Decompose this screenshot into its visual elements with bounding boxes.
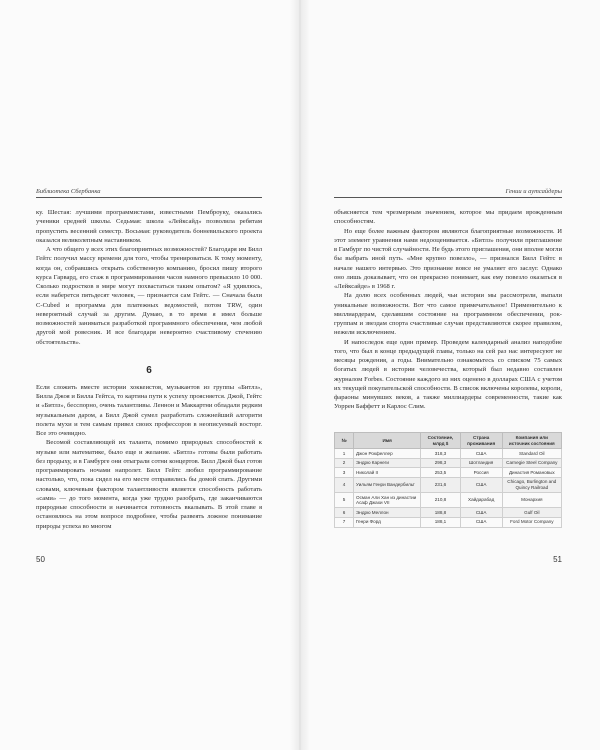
cell-name: Уильям Генри Вандербильт: [354, 477, 421, 492]
table-row: [335, 468, 562, 478]
cell-number: 5: [335, 493, 354, 508]
cell-number: 1: [335, 449, 354, 459]
paragraph: А что общего у всех этих благоприятных возможностей? Благодаря им Билл Гейтс получил массу времени для того, чтобы тренироваться. К тому моменту, когда он, собравшись открыть собственную компанию, бросил пишу второго курса Гарвард, его стаж в программировании часов намного превысило 10 000. Сколько подростков в мире могут похвастаться таким опытом? «Я удивлюсь, если наберется пятьдесят человек, — признается сам Гейтс. — Сначала были C-Cubed и программа для платежных ведомостей, потом TRW, один невероятный случай за другим. Думаю, в то время я имел больше возможностей заниматься разработкой программного обеспечения, чем любой другой мой ровесник. И все благодаря невероятно счастливому стечению обстоятельств».: [36, 246, 262, 346]
cell-worth: 210,8: [421, 493, 460, 508]
table-row: [335, 477, 562, 492]
cell-country: Россия: [460, 468, 502, 478]
cell-name: Осман Али Хан из династии Асаф Джахи VII: [354, 493, 421, 508]
cell-country: Шотландия: [460, 458, 502, 468]
cell-country: США: [460, 449, 502, 459]
page-number-right: 51: [553, 555, 562, 564]
cell-number: 3: [335, 468, 354, 478]
page-number-left: 50: [36, 555, 45, 564]
right-page: [300, 0, 600, 750]
cell-source: Династия Романовых: [502, 468, 561, 478]
cell-source: Standard Oil: [502, 449, 561, 459]
paragraph: На долю всех особенных людей, чьи истории мы рассмотрели, выпали уникальные возможности. Вот что самое примечательное! Применительно к миллиардерам, сделавшим состояние на программном обеспечении, рок-группам и звездам спорта счастливые случаи представляются скорее правилом, нежели исключением.: [334, 292, 562, 337]
paragraph: Но еще более важным фактором являются благоприятные возможности. И этот элемент уравнения нами недооценивается. «Битлз» получили приглашение в Гамбург по чистой случайности. Не будь этого приглашения, они вполне могли бы выбрать иной путь. «Мне крупно повезло», — признался Билл Гейтс в начале нашего интервью. Это признание вовсе не умаляет его заслуг. Однако оно лишь доказывает, что он прекрасно понимает, как ему повезло оказаться в «Лейксайде» в 1968 г.: [334, 227, 562, 290]
cell-name: Николай II: [354, 468, 421, 478]
paragraph: объясняется тем чрезмерным значением, которое мы придаем врожденным способностям.: [334, 209, 562, 226]
table-header-row: [335, 433, 562, 449]
cell-name: Джон Рокфеллер: [354, 449, 421, 459]
paragraph: Весомой составляющей их таланта, помимо природных способностей к музыке или математике, было еще и желание. «Битлз» готовы были работать без продыху, и в Гамбурге они отыграли сотни концертов. Билл Джой был готов программировать ночами напролет. Билл Гейтс любил программирование настолько, что, пока сидел на его месте отправились бы домой спать. Другими словами, ключевым фактором талантливости является способность работать «сами» — до того момента, когда уже трудно разобрать, где заканчиваются природные способности и начинается готовность вкалывать. В этой главе я остановлюсь на этом вопросе подробнее, чтобы развеять ложное понимание природы успеха во многом: [36, 439, 262, 530]
running-head-right: Гении и аутсайдеры: [505, 188, 562, 195]
cell-country: Хайдарабад: [460, 493, 502, 508]
cell-source: Carnegie Steel Company: [502, 458, 561, 468]
cell-worth: 231,6: [421, 477, 460, 492]
paragraph: Если сложить вместе истории хоккеистов, музыкантов из группы «Битлз», Билла Джоя и Билла Гейтса, то картина пути к успеху проясняется. Джой, Гейтс и «Битлз», бесспорно, очень талантливы. Леннон и Маккартни обладали редким музыкальным даром, а Билл Джой сумел разработать сложнейший алгоритм полета мухи и тем самым привел своих профессоров в неописуемый восторг. Все это очевидно.: [36, 383, 262, 437]
section-number: 6: [146, 364, 152, 376]
book-gutter-shadow: [290, 0, 310, 750]
col-header-source: Компания или источник состояния: [502, 433, 561, 449]
cell-name: Эндрю Меллон: [354, 508, 421, 518]
table-row: [335, 458, 562, 468]
table-row: [335, 449, 562, 459]
cell-number: 2: [335, 458, 354, 468]
col-header-country: Страна проживания: [460, 433, 502, 449]
table-row: [335, 493, 562, 508]
cell-name: Эндрю Карнеги: [354, 458, 421, 468]
cell-name: Генри Форд: [354, 517, 421, 527]
paragraph: ку. Шестая: лучшими программистами, известными Пемброуку, оказались ученики средней школы. Седьмая: школа «Лейксайд» позволила ребятам пропустить весенний семестр. Восьмая: руководитель бонневильского проекта оказался великолепным наставником.: [36, 209, 262, 244]
table-row: [335, 508, 562, 518]
right-body-text: [334, 208, 562, 412]
cell-number: 6: [335, 508, 354, 518]
cell-country: США: [460, 477, 502, 492]
col-header-number: №: [335, 433, 354, 449]
col-header-name: Имя: [354, 433, 421, 449]
cell-worth: 188,8: [421, 508, 460, 518]
header-rule-right: [334, 197, 562, 198]
cell-source: Gulf Oil: [502, 508, 561, 518]
richest-people-table: [334, 432, 562, 528]
cell-worth: 318,3: [421, 449, 460, 459]
paragraph: И напоследок еще один пример. Проведем календарный анализ наподобие того, что был в конце предыдущей главы, только на сей раз нас интересуют не месяцы рождения, а годы. Внимательно ознакомьтесь со списком 75 самых богатых людей в истории человечества, который был недавно составлен журналом Forbes. Состояние каждого из них оценено в долларах США с учетом их текущей покупательской способности. В список включены королевы, короли, фараоны минувших веков, а также миллиардеры современности, такие как Уоррен Баффетт и Карлос Слим.: [334, 338, 562, 411]
cell-number: 4: [335, 477, 354, 492]
cell-country: США: [460, 517, 502, 527]
cell-worth: 298,3: [421, 458, 460, 468]
header-rule-left: [36, 197, 262, 198]
cell-number: 7: [335, 517, 354, 527]
running-head-left: Библиотека Сбербанка: [36, 188, 101, 195]
table-row: [335, 517, 562, 527]
cell-worth: 253,5: [421, 468, 460, 478]
cell-source: Chicago, Burlington and Quincy Railroad: [502, 477, 561, 492]
cell-worth: 188,1: [421, 517, 460, 527]
col-header-worth: Состояние, млрд $: [421, 433, 460, 449]
cell-source: Ford Motor Company: [502, 517, 561, 527]
cell-source: Монархия: [502, 493, 561, 508]
cell-country: США: [460, 508, 502, 518]
left-body-text: [36, 208, 262, 531]
